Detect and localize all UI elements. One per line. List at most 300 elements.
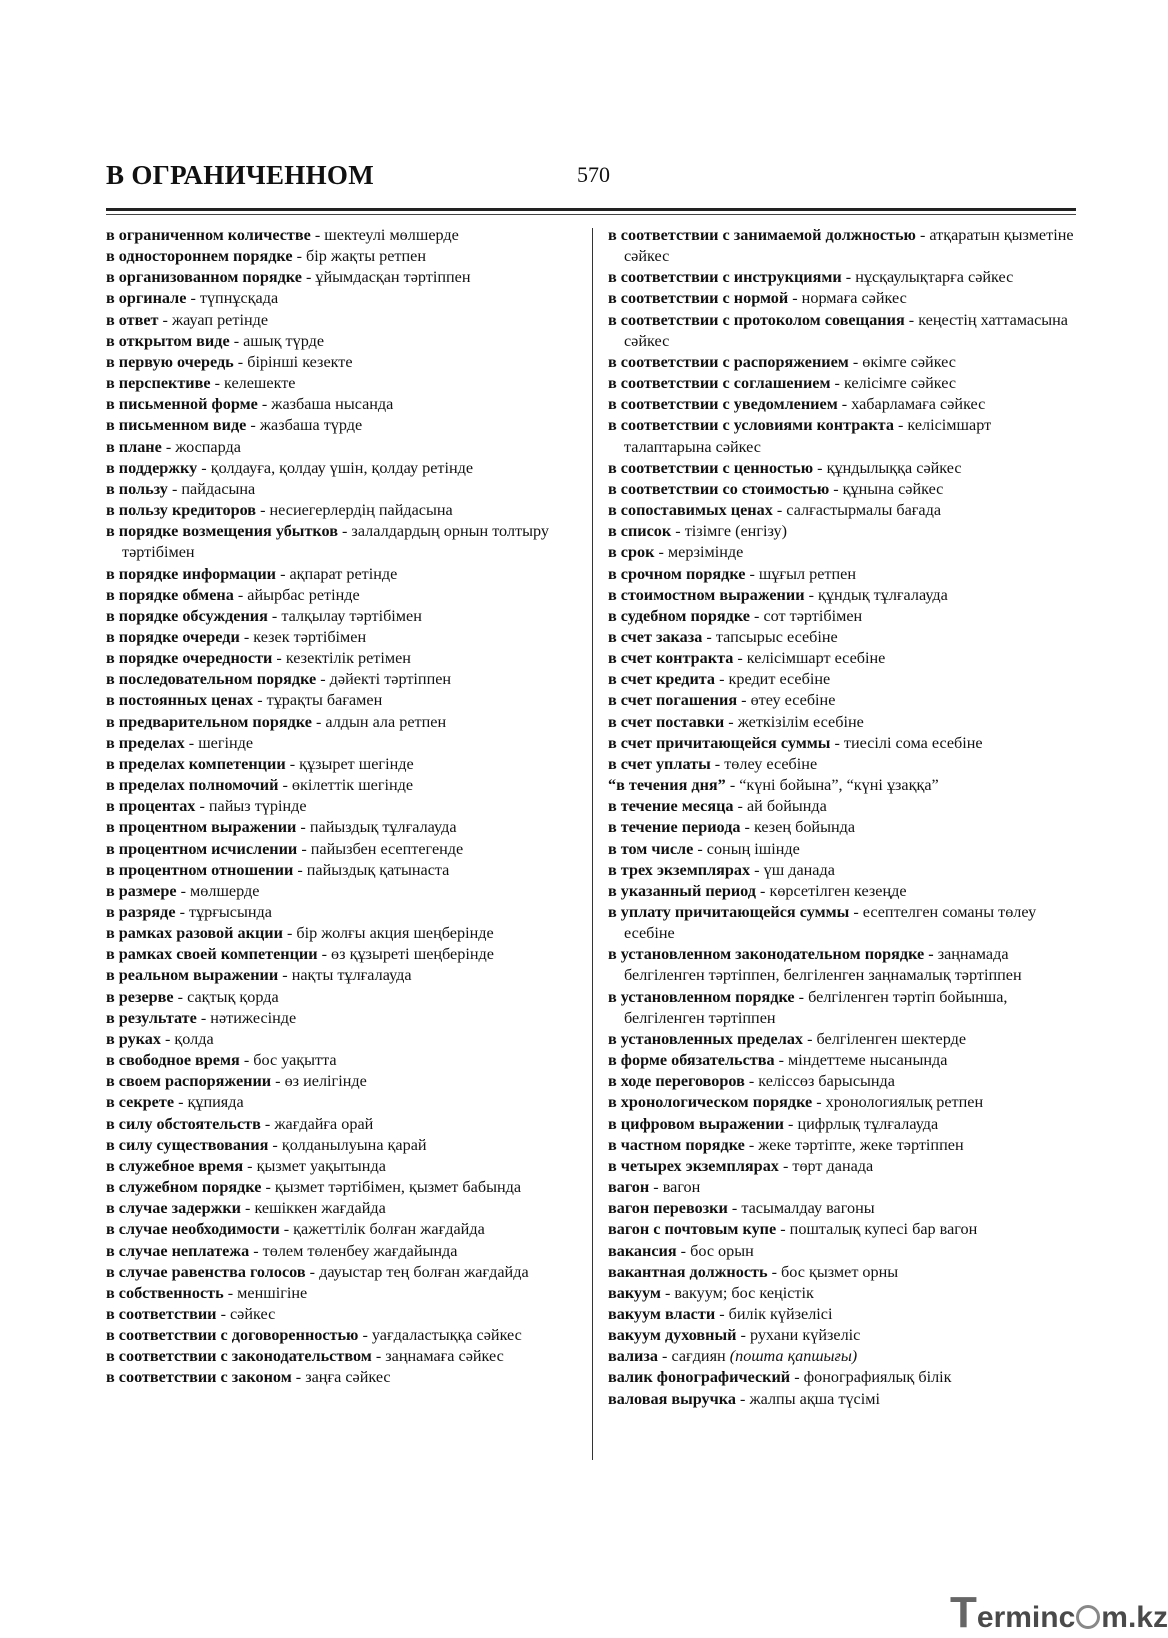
dictionary-entry <box>106 564 582 585</box>
dictionary-entry <box>106 1135 582 1156</box>
dictionary-entry <box>106 860 582 881</box>
entry-term: в цифровом выражении <box>608 1114 784 1133</box>
entry-definition: - атқаратын қызметіне сәйкес <box>624 226 1074 266</box>
entry-definition: - кеңестің хаттамасына сәйкес <box>624 310 1068 350</box>
entry-term: в трех экземплярах <box>608 860 751 879</box>
dictionary-entry <box>106 500 582 521</box>
entry-definition: - алдын ала ретпен <box>311 712 447 731</box>
entry-term: в том числе <box>608 839 694 858</box>
entry-definition: - нәтижесінде <box>196 1008 297 1027</box>
dictionary-entry <box>608 1135 1078 1156</box>
entry-definition: - белгіленген тәртіп бойынша, белгіленген тәртіппен <box>624 987 1008 1027</box>
entry-term: в пределах <box>106 733 185 752</box>
entry-term: в разряде <box>106 903 176 921</box>
entry-term: вакантная должность <box>608 1262 768 1281</box>
entry-definition: - қолданылуына қарай <box>268 1135 427 1154</box>
dictionary-entry <box>106 373 582 394</box>
entry-term: в соответствии с инструкциями <box>608 268 842 287</box>
entry-term: в указанный период <box>608 881 756 900</box>
entry-term: в ходе переговоров <box>608 1072 745 1091</box>
entry-term: в письменной форме <box>106 395 258 414</box>
entry-term: в соответствии с договоренностью <box>106 1326 359 1345</box>
left-column <box>106 225 582 1389</box>
entry-term: валик фонографический <box>608 1368 791 1387</box>
entry-term: в предварительном порядке <box>106 712 312 731</box>
entry-definition: заңнамада белгіленген тәртіппен, белгіленген заңнамалық тәртіппен <box>624 945 1022 985</box>
entry-definition: - бос қызмет орны <box>767 1262 899 1281</box>
entry-term: в поддержку <box>106 458 198 477</box>
entry-definition: - бірінші кезекте <box>233 352 353 371</box>
dictionary-entry <box>608 1367 1078 1388</box>
page-number: 570 <box>577 162 610 187</box>
entry-definition: - мерзімінде <box>654 543 744 562</box>
entry-definition: - бос орын <box>676 1241 754 1260</box>
entry-definition: - жазбаша нысанда <box>257 395 394 414</box>
dictionary-entry <box>106 796 582 817</box>
dictionary-entry <box>106 288 582 309</box>
dictionary-entry <box>106 839 582 860</box>
entry-definition: - келісімге сәйкес <box>830 374 957 393</box>
entry-definition: - нормаға сәйкес <box>788 289 907 308</box>
entry-definition: - хабарламаға сәйкес <box>837 395 986 414</box>
entry-definition: - жағдайға орай <box>260 1114 374 1133</box>
dictionary-entry <box>608 352 1078 373</box>
entry-term: в соответствии с ценностью <box>608 458 814 477</box>
entry-definition: - үш данада <box>750 860 835 879</box>
entry-definition: - тұрғысында <box>175 903 272 921</box>
dictionary-entry <box>106 479 582 500</box>
entry-term: в руках <box>106 1029 161 1048</box>
entry-definition: - төлем төленбеу жағдайында <box>249 1241 458 1260</box>
entry-term: вагон с почтовым купе <box>608 1220 777 1239</box>
dictionary-entry <box>608 944 1078 986</box>
entry-term: в силу существования <box>106 1135 269 1154</box>
dictionary-entry <box>106 1262 582 1283</box>
entry-term: в установленном порядке <box>608 987 795 1006</box>
entry-definition: - пайдасына <box>167 479 256 498</box>
dictionary-entry <box>608 606 1078 627</box>
entry-term: в одностороннем порядке <box>106 247 293 266</box>
dictionary-entry <box>608 712 1078 733</box>
entry-term: в соответствии с нормой <box>608 289 789 308</box>
entry-term: в соответствии с распоряжением <box>608 352 849 371</box>
dictionary-entry <box>608 648 1078 669</box>
entry-term: в порядке информации <box>106 564 277 583</box>
dictionary-entry <box>608 288 1078 309</box>
entry-definition: - билік күйзелісі <box>715 1304 833 1323</box>
logo-text-domain: m.kz <box>1101 1601 1168 1634</box>
dictionary-entry <box>106 627 582 648</box>
entry-definition: - уағдаластыққа сәйкес <box>358 1326 522 1345</box>
entry-term: в срочном порядке <box>608 564 746 583</box>
entry-definition: - фонографиялық білік <box>790 1368 952 1387</box>
dictionary-entry <box>608 585 1078 606</box>
entry-term: в письменном виде <box>106 416 247 435</box>
dictionary-entry <box>608 1304 1078 1325</box>
entry-note: (пошта қапшығы) <box>729 1347 858 1366</box>
entry-term: вакуум <box>608 1283 661 1302</box>
running-head: В ОГРАНИЧЕННОМ <box>106 160 374 190</box>
dictionary-entry <box>608 1389 1078 1410</box>
entry-definition: - тізімге (енгізу) <box>671 522 787 541</box>
entry-definition: - бір жолғы акция шеңберінде <box>282 924 494 943</box>
entry-definition: - міндеттеме нысанында <box>774 1051 948 1070</box>
entry-term: вакансия <box>608 1241 677 1260</box>
entry-definition: - жеткізілім есебіне <box>724 712 864 731</box>
entry-definition: - дауыстар тең болған жағдайда <box>305 1262 529 1281</box>
entry-term: в пользу <box>106 479 168 498</box>
entry-definition: - құпияда <box>174 1093 244 1112</box>
entry-term: вакуум власти <box>608 1304 716 1323</box>
entry-definition: - кешіккен жағдайда <box>240 1199 386 1218</box>
dictionary-entry <box>106 1219 582 1240</box>
entry-term: вакуум духовный <box>608 1326 737 1345</box>
dictionary-entry <box>608 902 1078 944</box>
entry-definition: - тапсырыс есебіне <box>702 627 838 646</box>
dictionary-entry <box>106 437 582 458</box>
right-column <box>608 225 1078 1410</box>
entry-definition: - жауап ретінде <box>158 310 269 329</box>
dictionary-entry <box>608 521 1078 542</box>
entry-term: в соответствии с соглашением <box>608 374 831 393</box>
entry-definition: - құнына сәйкес <box>829 479 944 498</box>
entry-definition: - шұғыл ретпен <box>745 564 856 583</box>
entry-definition: - сот тәртібімен <box>749 606 863 625</box>
site-logo <box>950 1588 1168 1638</box>
entry-definition: - кезектілік ретімен <box>272 649 411 668</box>
dictionary-entry <box>608 627 1078 648</box>
entry-definition: - талқылау тәртібімен <box>267 606 422 625</box>
dictionary-entry <box>106 648 582 669</box>
entry-term: в случае задержки <box>106 1199 241 1218</box>
entry-definition: - құндық тұлғалауда <box>804 585 948 604</box>
entry-definition: - пайыздық қатынаста <box>293 860 450 879</box>
entry-term: в рамках разовой акции <box>106 924 283 943</box>
entry-definition: - келісімшарт есебіне <box>733 649 886 668</box>
entry-term: в размере <box>106 881 177 900</box>
entry-term: в ответ <box>106 310 159 329</box>
entry-definition: - нұсқаулықтарға сәйкес <box>841 268 1014 287</box>
dictionary-entry <box>106 1283 582 1304</box>
dictionary-entry <box>106 712 582 733</box>
dictionary-entry <box>608 754 1078 775</box>
entry-term: в процентах <box>106 797 196 816</box>
dictionary-entry <box>608 690 1078 711</box>
entry-definition: - вакуум; бос кеңістік <box>660 1283 814 1302</box>
dictionary-entry <box>608 415 1078 457</box>
entry-term: в реальном выражении <box>106 966 279 985</box>
entry-definition: - пайыз түрінде <box>195 797 307 816</box>
entry-term: в порядке возмещения убытков <box>106 522 338 541</box>
dictionary-entry <box>608 542 1078 563</box>
entry-term: в установленных пределах <box>608 1029 804 1048</box>
entry-definition: - қызмет тәртібімен, қызмет бабында <box>261 1178 522 1197</box>
entry-definition: - цифрлық тұлғалауда <box>784 1114 939 1133</box>
entry-definition: - шегінде <box>184 733 254 752</box>
entry-term: в соответствии с законом <box>106 1368 292 1387</box>
dictionary-entry <box>608 310 1078 352</box>
dictionary-entry <box>106 754 582 775</box>
dictionary-entry <box>106 1367 582 1388</box>
entry-term: в случае равенства голосов <box>106 1262 306 1281</box>
entry-term: в случае необходимости <box>106 1220 280 1239</box>
dictionary-entry <box>106 1156 582 1177</box>
entry-term: в счет поставки <box>608 712 725 731</box>
column-divider <box>592 228 593 1460</box>
dictionary-entry <box>106 923 582 944</box>
dictionary-entry <box>106 1346 582 1367</box>
dictionary-entry <box>608 1156 1078 1177</box>
entry-definition: - мөлшерде <box>176 881 260 900</box>
entry-term: в пользу кредиторов <box>106 501 257 520</box>
entry-definition: - тасымалдау вагоны <box>727 1199 875 1218</box>
entry-definition: - жоспарда <box>161 437 241 456</box>
entry-term: в порядке обсуждения <box>106 606 268 625</box>
dictionary-entry <box>106 944 582 965</box>
entry-term: в соответствии с уведомлением <box>608 395 838 414</box>
entry-term: в ограниченном количестве <box>106 226 311 244</box>
entry-definition: - ашық түрде <box>229 331 325 350</box>
dictionary-entry <box>608 500 1078 521</box>
dictionary-entry <box>608 394 1078 415</box>
entry-definition: - сақтық қорда <box>173 987 279 1006</box>
entry-term: в счет заказа <box>608 627 703 646</box>
entry-definition: - пошталық купесі бар вагон <box>776 1220 978 1239</box>
entry-term: в последовательном порядке <box>106 670 317 689</box>
entry-term: в собственность <box>106 1283 224 1302</box>
dictionary-entry <box>106 987 582 1008</box>
entry-term: в перспективе <box>106 374 211 393</box>
entry-definition: - пайызбен есептегенде <box>297 839 464 858</box>
dictionary-entry <box>608 1346 1078 1367</box>
entry-definition: - дәйекті тәртіппен <box>316 670 452 689</box>
entry-term: в счет погашения <box>608 691 738 710</box>
dictionary-entry <box>106 1008 582 1029</box>
entry-term: в пределах компетенции <box>106 754 286 773</box>
entry-term: “в течения дня” <box>608 776 726 795</box>
entry-definition: - есептелген соманы төлеу есебіне <box>624 903 1037 943</box>
entry-definition: - “күні бойына”, “күні ұзаққа” <box>725 776 939 795</box>
header-rule-thin <box>106 214 1076 215</box>
entry-term: в хронологическом порядке <box>608 1093 813 1112</box>
entry-definition: - жалпы ақша түсімі <box>735 1389 880 1408</box>
entry-definition: - соның ішінде <box>693 839 800 858</box>
entry-term: в постоянных ценах <box>106 691 254 710</box>
entry-definition: - кезек тәртібімен <box>239 627 367 646</box>
entry-term: в пределах полномочий <box>106 776 279 795</box>
entry-definition: - айырбас ретінде <box>233 585 360 604</box>
dictionary-entry <box>608 479 1078 500</box>
entry-definition: - құзырет шегінде <box>285 754 414 773</box>
entry-term: в счет контракта <box>608 649 734 668</box>
header-rule-thick <box>106 208 1076 211</box>
entry-term: в свободное время <box>106 1051 240 1070</box>
entry-definition: - қажеттілік болған жағдайда <box>279 1220 485 1239</box>
dictionary-entry <box>106 352 582 373</box>
entry-definition: - ай бойында <box>733 797 827 816</box>
entry-definition: - заңнамаға сәйкес <box>371 1347 504 1366</box>
dictionary-entry <box>106 225 582 246</box>
entry-definition: - тұрақты бағамен <box>253 691 383 710</box>
entry-term: в соответствии со стоимостью <box>608 479 830 498</box>
entry-definition: - рухани күйзеліс <box>736 1326 861 1345</box>
entry-term: в сопоставимых ценах <box>608 501 773 520</box>
dictionary-entry <box>106 246 582 267</box>
dictionary-entry <box>106 1050 582 1071</box>
entry-definition: - сәйкес <box>216 1304 276 1323</box>
entry-definition: - пайыздық тұлғалауда <box>296 818 457 837</box>
entry-term: в течение периода <box>608 818 741 837</box>
entry-term: в первую очередь <box>106 352 234 371</box>
dictionary-entry <box>608 564 1078 585</box>
entry-term: вагон перевозки <box>608 1199 728 1218</box>
dictionary-entry <box>106 1029 582 1050</box>
entry-term: в соответствии с законодательством <box>106 1347 372 1366</box>
entry-definition: - төлеу есебіне <box>710 754 818 773</box>
entry-term: в четырех экземплярах <box>608 1156 779 1175</box>
dictionary-entry <box>106 1304 582 1325</box>
entry-definition: - бір жақты ретпен <box>292 247 426 266</box>
entry-definition: - жеке тәртіпте, жеке тәртіппен <box>744 1135 964 1154</box>
entry-term: в порядке обмена <box>106 585 234 604</box>
entry-term: в счет кредита <box>608 670 716 689</box>
entry-term: в организованном порядке <box>106 268 302 287</box>
entry-term: в плане <box>106 437 162 456</box>
entry-term: в процентном исчислении <box>106 839 298 858</box>
entry-definition: - меншігіне <box>223 1283 308 1302</box>
entry-term: в случае неплатежа <box>106 1241 250 1260</box>
dictionary-entry <box>608 1029 1078 1050</box>
dictionary-entry <box>106 331 582 352</box>
entry-term: в процентном выражении <box>106 818 297 837</box>
dictionary-entry <box>608 1092 1078 1113</box>
dictionary-entry <box>608 860 1078 881</box>
entry-definition: - кезең бойында <box>740 818 856 837</box>
entry-definition: - белгіленген шектерде <box>803 1029 967 1048</box>
dictionary-entry <box>608 881 1078 902</box>
dictionary-entry <box>608 775 1078 796</box>
dictionary-entry <box>106 415 582 436</box>
entry-term: в счет причитающейся суммы <box>608 733 831 752</box>
entry-term: в соответствии с протоколом совещания <box>608 310 905 329</box>
dictionary-entry <box>106 775 582 796</box>
dictionary-entry <box>608 267 1078 288</box>
entry-definition: - түпнұсқада <box>186 289 279 308</box>
entry-term: в рамках своей компетенции <box>106 945 318 964</box>
entry-term: в своем распоряжении <box>106 1072 272 1091</box>
logo-text-erminc: erminc <box>976 1601 1076 1634</box>
dictionary-entry <box>106 267 582 288</box>
dictionary-entry <box>608 817 1078 838</box>
entry-term: в список <box>608 522 672 541</box>
entry-definition: - шектеулі мөлшерде <box>310 226 459 244</box>
dictionary-entry <box>106 606 582 627</box>
dictionary-entry <box>608 373 1078 394</box>
entry-definition: - төрт данада <box>778 1156 874 1175</box>
dictionary-entry <box>106 458 582 479</box>
dictionary-entry <box>106 585 582 606</box>
entry-term: в секрете <box>106 1093 175 1112</box>
dictionary-entry <box>608 1219 1078 1240</box>
entry-definition: - вагон <box>649 1178 701 1197</box>
dictionary-entry <box>608 733 1078 754</box>
dictionary-entry <box>106 1092 582 1113</box>
dictionary-entry <box>106 881 582 902</box>
entry-term: в срок <box>608 543 655 562</box>
entry-definition: - хронологиялық ретпен <box>812 1093 984 1112</box>
entry-term: в установленном законодательном порядке - <box>608 945 934 964</box>
entry-definition: - ақпарат ретінде <box>276 564 398 583</box>
entry-definition: - залалдардың орнын толтыру тәртібімен <box>122 522 549 562</box>
entry-definition: - құндылыққа сәйкес <box>813 458 962 477</box>
dictionary-entry <box>608 1198 1078 1219</box>
entry-definition: - несиегерлердің пайдасына <box>256 501 453 520</box>
entry-term: в порядке очереди <box>106 627 240 646</box>
entry-term: в форме обязательства <box>608 1051 775 1070</box>
entry-definition: - кредит есебіне <box>715 670 831 689</box>
entry-term: вагон <box>608 1178 650 1197</box>
dictionary-entry <box>608 1114 1078 1135</box>
dictionary-entry <box>106 1071 582 1092</box>
dictionary-entry <box>608 839 1078 860</box>
dictionary-entry <box>106 965 582 986</box>
dictionary-entry <box>106 521 582 563</box>
entry-definition: - өз иелігінде <box>271 1072 367 1091</box>
entry-definition: - жазбаша түрде <box>246 416 363 435</box>
entry-definition: - келісімшарт талаптарына сәйкес <box>624 416 992 456</box>
dictionary-entry <box>106 733 582 754</box>
entry-term: в соответствии с занимаемой должностью <box>608 226 916 244</box>
dictionary-entry <box>608 1071 1078 1092</box>
dictionary-entry <box>106 1114 582 1135</box>
dictionary-entry <box>608 225 1078 267</box>
entry-term: в оргинале <box>106 289 187 308</box>
dictionary-entry <box>608 1241 1078 1262</box>
entry-definition: - қолда <box>160 1029 214 1048</box>
dictionary-entry <box>106 310 582 331</box>
entry-term: в порядке очередности <box>106 649 273 668</box>
dictionary-entry <box>106 817 582 838</box>
entry-definition: - қолдауға, қолдау үшін, қолдау ретінде <box>197 458 474 477</box>
entry-definition: - бос уақытта <box>239 1051 337 1070</box>
entry-definition: - ұйымдасқан тәртіппен <box>301 268 471 287</box>
dictionary-entry <box>106 690 582 711</box>
entry-term: в соответствии <box>106 1304 217 1323</box>
entry-term: вализа <box>608 1347 658 1366</box>
entry-definition: - келіссөз барысында <box>744 1072 895 1091</box>
dictionary-entry <box>106 669 582 690</box>
dictionary-entry <box>608 458 1078 479</box>
entry-term: в открытом виде <box>106 331 230 350</box>
dictionary-entry <box>608 1177 1078 1198</box>
entry-term: в резерве <box>106 987 174 1006</box>
entry-definition: - өкімге сәйкес <box>848 352 956 371</box>
entry-term: валовая выручка <box>608 1389 736 1408</box>
entry-term: в уплату причитающейся суммы <box>608 903 850 921</box>
entry-definition: - өкілеттік шегінде <box>278 776 414 795</box>
dictionary-entry <box>106 902 582 923</box>
entry-term: в служебное время <box>106 1156 244 1175</box>
dictionary-entry <box>608 669 1078 690</box>
entry-term: в течение месяца <box>608 797 734 816</box>
entry-term: в соответствии с условиями контракта <box>608 416 894 435</box>
dictionary-entry <box>106 1177 582 1198</box>
entry-definition: - көрсетілген кезеңде <box>755 881 907 900</box>
entry-term: в служебном порядке <box>106 1178 262 1197</box>
dictionary-entry <box>106 1241 582 1262</box>
logo-circle-icon <box>1076 1605 1100 1629</box>
entry-definition: - өтеу есебіне <box>737 691 836 710</box>
